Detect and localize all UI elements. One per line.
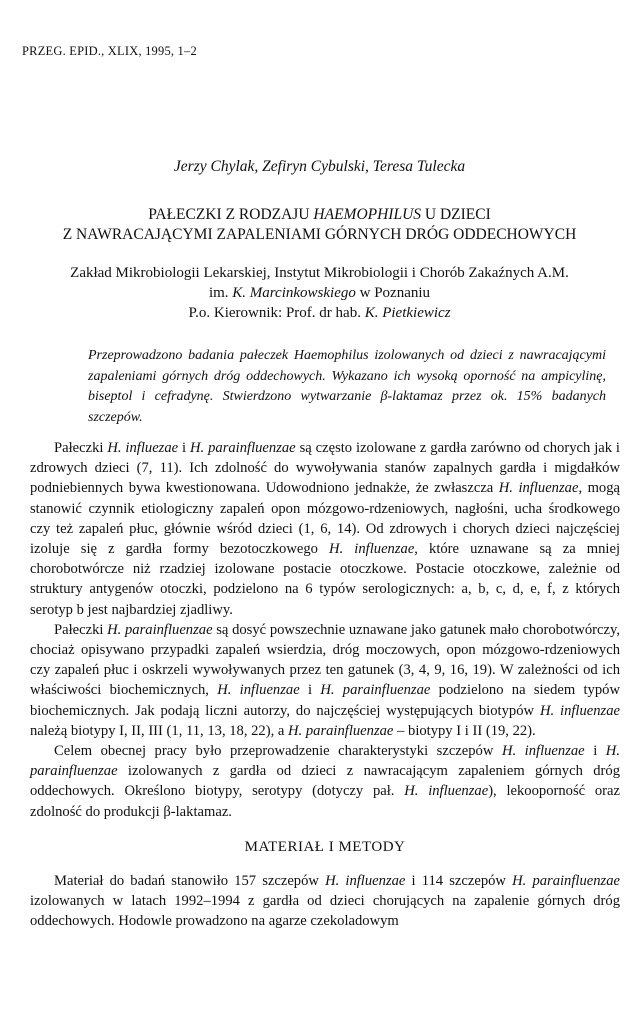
species-name: H. parainfluenzae bbox=[288, 722, 394, 739]
running-head: PRZEG. EPID., XLIX, 1995, 1–2 bbox=[22, 44, 197, 58]
species-name: H. parainfluenzae bbox=[512, 873, 620, 890]
species-name: H. influenzae bbox=[325, 873, 406, 890]
body-paragraph-1 bbox=[30, 438, 620, 620]
species-name: H. influezae bbox=[107, 440, 179, 456]
body-paragraph-4 bbox=[30, 871, 620, 932]
affiliation-line3: P.o. Kierownik: Prof. dr hab. K. Pietkiewicz bbox=[188, 305, 451, 321]
affiliation bbox=[0, 263, 639, 323]
species-name: H. influenzae bbox=[217, 682, 300, 699]
title-line2: Z NAWRACAJĄCYMI ZAPALENIAMI GÓRNYCH DRÓG ODDECHOWYCH bbox=[62, 226, 577, 243]
text-run: podzielono na siedem typów biochemicznych. Jak podają liczni autorzy, do najczęściej występujących biotypów bbox=[30, 682, 620, 719]
species-name: H. parainfluenzae bbox=[320, 682, 431, 699]
title-line1-genus: HAEMOPHILUS bbox=[313, 206, 422, 223]
author-list: Jerzy Chylak, Zefiryn Cybulski, Teresa Tulecka bbox=[173, 158, 466, 175]
species-name: H. influenzae bbox=[404, 783, 489, 800]
text-run: i bbox=[299, 682, 321, 699]
article-title bbox=[0, 205, 639, 245]
text-run: są dosyć powszechnie uznawane jako gatunek mało chorobotwórczy, chociaż opisywano przypadki zapaleń wsierdzia, dróg moczowych, opon mózgowo-rdzeniowych czy zapaleń płuc i oskrzeli wywoływanych przez ten gatunek (3, 4, 9, 16, 19). W zależności od ich właściwości biochemicznych, bbox=[30, 621, 620, 699]
text-run: , mogą stanowić czynnik etiologiczny zapaleń opon mózgowo-rdzeniowych, nagłośni, ucha środkowego czy też zapaleń płuc, głównie wśród dzieci (1, 6, 14). Od zdrowych i chorych dzieci najczęściej izoluje się z gardła formy bezotoczkowego bbox=[30, 480, 620, 558]
text-run: – biotypy I i II (19, 22). bbox=[393, 722, 536, 739]
text-run: , które uznawane są za mniej chorobotwórcze niż rzadziej izolowane postacie otoczkowe. Postacie otoczkowe, zależnie od struktury antygenów otoczki, podzielono na 6 typów serologicznych: a, b, c, d, e, f, z których serotyp b jest najbardziej zjadliwy. bbox=[30, 541, 620, 618]
affiliation-line1: Zakład Mikrobiologii Lekarskiej, Instytut Mikrobiologii i Chorób Zakaźnych A.M. bbox=[70, 265, 569, 281]
species-name: H. influenzae bbox=[498, 480, 579, 497]
abstract: Przeprowadzono badania pałeczek Haemophilus izolowanych od dzieci z nawracającymi zapaleniami górnych dróg oddechowych. Wykazano ich wysoką oporność na ampicylinę, biseptol i cefradynę. Stwierdzono wytwarzanie β-laktamaz przez ok. 15% badanych szczepów. bbox=[88, 348, 606, 425]
text-run: Pałeczki bbox=[54, 621, 108, 638]
species-name: H. parainfluenzae bbox=[30, 743, 620, 780]
text-run: i bbox=[178, 440, 191, 456]
species-name: H. influenzae bbox=[539, 702, 620, 719]
article-body bbox=[30, 438, 620, 932]
species-name: H. influenzae bbox=[329, 541, 415, 558]
body-paragraph-2 bbox=[30, 620, 620, 741]
species-name: H. parainfluenzae bbox=[190, 440, 296, 456]
section-heading: MATERIAŁ I METODY bbox=[244, 838, 406, 855]
text-run: i bbox=[584, 743, 606, 760]
body-paragraph-3 bbox=[30, 741, 620, 822]
affiliation-line2: im. K. Marcinkowskiego w Poznaniu bbox=[208, 285, 431, 301]
species-name: H. parainfluenzae bbox=[107, 621, 213, 638]
title-line1-pre: PAŁECZKI Z RODZAJU bbox=[148, 206, 314, 223]
text-run: ), lekooporność oraz zdolność do produkcji β-laktamaz. bbox=[30, 783, 620, 820]
text-run: i 114 szczepów bbox=[405, 873, 513, 890]
title-line1-post: U DZIECI bbox=[421, 206, 491, 223]
text-run: Pałeczki bbox=[54, 440, 108, 456]
text-run: należą biotypy I, II, III (1, 11, 13, 18, 22), a bbox=[30, 722, 289, 739]
text-run: Materiał do badań stanowiło 157 szczepów bbox=[54, 873, 326, 890]
text-run: Celem obecnej pracy było przeprowadzenie charakterystyki szczepów bbox=[54, 743, 502, 760]
text-run: są często izolowane z gardła zarówno od chorych jak i zdrowych dzieci (7, 11). Ich zdolność do wywoływania stanów zapalnych gardła i migdałków podniebiennych bywa kwestionowana. Udowodniono jednakże, że zwłaszcza bbox=[30, 440, 620, 497]
text-run: izolowanych w latach 1992–1994 z gardła od dzieci chorujących na zapalenie górnych dróg oddechowych. Hodowle prowadzono na agarze czekoladowym bbox=[30, 893, 620, 930]
text-run: izolowanych z gardła od dzieci z nawracającym zapaleniem górnych dróg oddechowych. Określono biotypy, serotypy (dotyczy pał. bbox=[30, 763, 620, 800]
species-name: H. influenzae bbox=[501, 743, 585, 760]
